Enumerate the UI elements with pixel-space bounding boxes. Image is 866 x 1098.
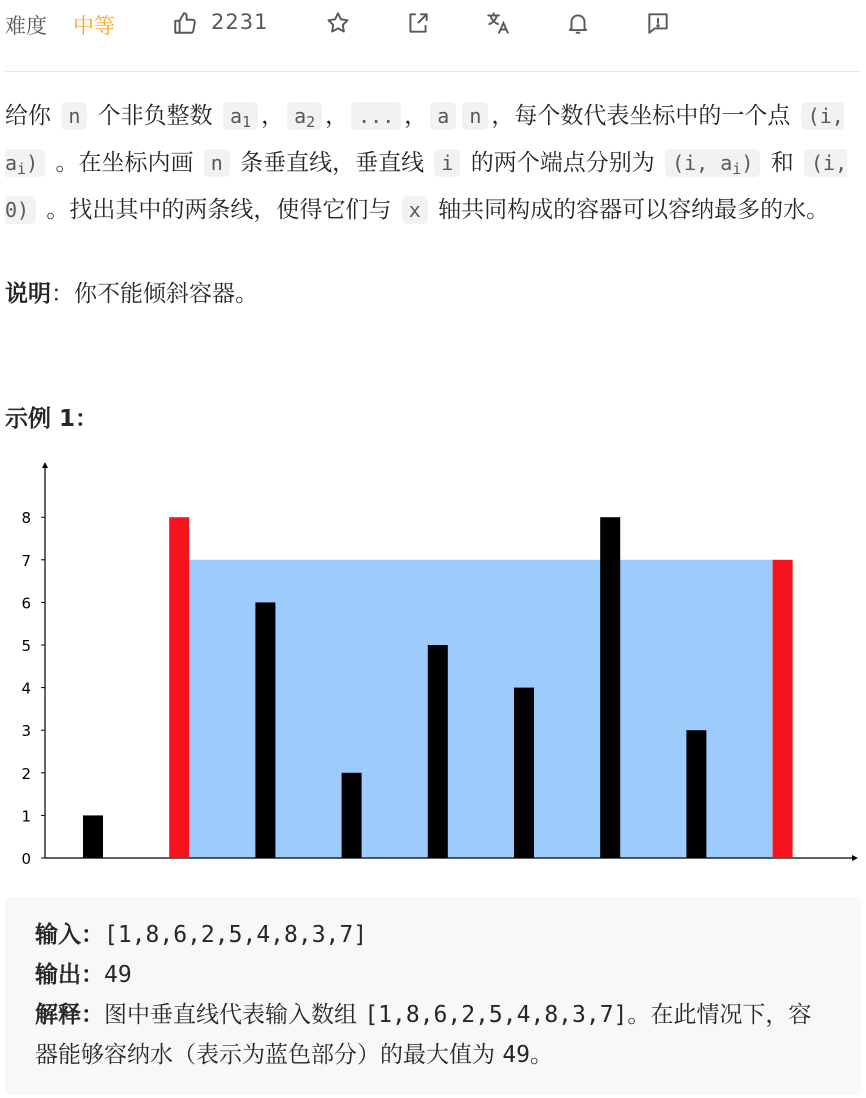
note-colon: ： [51, 281, 74, 307]
problem-toolbar [0, 0, 866, 52]
output-label: 输出： [35, 962, 104, 988]
note-label: 说明 [5, 281, 51, 307]
desc-sep: ， [261, 103, 285, 129]
thumbs-up-icon[interactable] [170, 8, 200, 38]
translate-icon[interactable] [483, 8, 513, 38]
y-tick-label: 5 [21, 637, 31, 655]
y-tick-label: 0 [21, 850, 31, 868]
y-tick-label: 2 [21, 764, 31, 783]
y-tick-label: 6 [21, 594, 31, 613]
desc-text: 个非负整数 [97, 103, 213, 129]
code-x: x [402, 196, 428, 224]
toolbar-divider [5, 71, 860, 72]
code-i: i [434, 149, 460, 177]
y-tick-label: 4 [21, 679, 31, 698]
desc-text: 给你 [5, 103, 51, 129]
code-a2: $a_2$ [287, 102, 322, 130]
input-value: [1,8,6,2,5,4,8,3,7] [104, 922, 368, 948]
problem-description [5, 96, 861, 231]
bar [600, 517, 620, 858]
y-tick-label: 3 [21, 722, 31, 741]
highlight-bar [773, 560, 793, 858]
problem-note [5, 276, 258, 312]
desc-text: ，每个数代表坐标中的一个点 [491, 103, 791, 129]
desc-text: 。在坐标内画 [55, 150, 194, 176]
example-title: 示例 1： [5, 406, 99, 432]
example-explanation [35, 995, 831, 1075]
y-tick-label: 1 [21, 807, 31, 826]
code-point: (i, $a_i$) [5, 104, 844, 178]
difficulty-value: 中等 [73, 14, 115, 38]
code-a1: $a_1$ [223, 102, 258, 130]
code-endpoint-bottom: (i, 0) [5, 151, 848, 222]
example-output [35, 955, 831, 995]
desc-sep: ， [404, 103, 428, 129]
bar [255, 602, 275, 858]
highlight-bar [169, 517, 189, 858]
code-n-lines: n [204, 149, 230, 177]
explain-text: 图中垂直线代表输入数组 [104, 1002, 357, 1028]
desc-text: 和 [770, 150, 794, 176]
x-axis-arrow [852, 855, 858, 861]
desc-text: 条垂直线，垂直线 [240, 150, 425, 176]
code-dots: ... [351, 102, 401, 130]
code-n: n [61, 102, 87, 130]
water-area [189, 560, 772, 858]
desc-sep: ， [325, 103, 349, 129]
bar [83, 815, 103, 858]
explain-text: 。在此情况下，容器能够容纳水（表示为蓝色部分）的最大值为 [35, 1002, 812, 1068]
container-water-chart [0, 455, 866, 870]
explain-end: 。 [530, 1042, 554, 1068]
feedback-icon[interactable] [643, 8, 673, 38]
y-tick-label: 7 [21, 551, 31, 570]
star-icon[interactable] [323, 8, 353, 38]
bar [686, 730, 706, 858]
example-block [5, 897, 861, 1095]
input-label: 输入： [35, 922, 104, 948]
desc-text: 轴共同构成的容器可以容纳最多的水。 [438, 197, 830, 223]
example-input [35, 915, 831, 955]
explain-code: [1,8,6,2,5,4,8,3,7] [364, 1002, 628, 1028]
desc-text: 的两个端点分别为 [470, 150, 655, 176]
output-value: 49 [104, 962, 132, 988]
share-icon[interactable] [403, 8, 433, 38]
explain-value: 49 [502, 1042, 531, 1068]
y-axis-arrow [42, 462, 48, 468]
code-n-sub: n [462, 102, 488, 130]
bar [428, 645, 448, 858]
bell-icon[interactable] [563, 8, 593, 38]
bar [342, 773, 362, 858]
code-an: a [430, 102, 456, 130]
note-text: 你不能倾斜容器。 [74, 281, 258, 307]
explain-label: 解释： [35, 1002, 104, 1028]
like-count: 2231 [211, 10, 269, 34]
difficulty-label: 难度 [5, 14, 47, 38]
code-endpoint-top: (i, $a_i$) [665, 149, 760, 177]
y-tick-label: 8 [21, 509, 31, 528]
bar [514, 688, 534, 858]
desc-text: 。找出其中的两条线，使得它们与 [46, 197, 392, 223]
